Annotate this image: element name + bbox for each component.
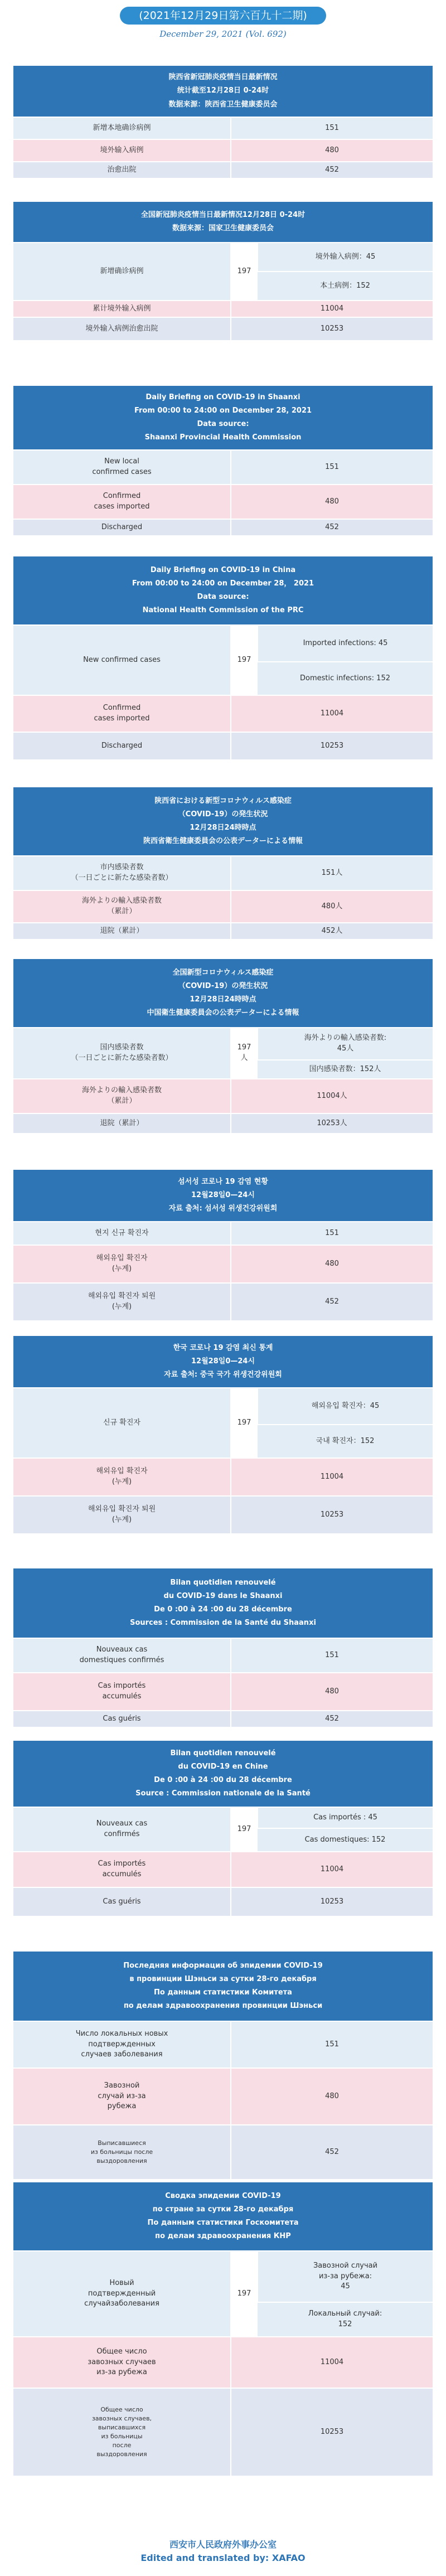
issue-title-banner: (2021年12月29日第六百九十二期) [120,7,326,25]
new-cases-label: 新增确诊病例 [13,243,231,301]
row-value: 151 [231,450,433,485]
row-value: 10253 [231,732,433,759]
row-value: 151 [231,1638,433,1673]
ru-shaanxi-heading: Последняя информация об эпидемии COVID-19 в провинции Шэньси за сутки 28-го декабря По данным статистики Комитета по делам здравоохранения провинции Шэньси [13,1952,433,2021]
cn-china-heading: 全国新冠肺炎疫情当日最新情况12月28日 0-24时 数据来源：国家卫生健康委员会 [13,202,433,243]
cn-shaanxi-heading: 陕西省新冠肺炎疫情当日最新情况 统计截至12月28日 0-24时 数据来源：陕西省卫生健康委员会 [13,66,433,117]
row-value: 480 [231,2068,433,2125]
ko-china-table [13,1336,433,1533]
row-label: Discharged [13,732,231,759]
row-label: 市内感染者数 （一日ごとに新たな感染者数） [13,856,231,890]
cn-shaanxi-table [13,66,433,178]
row-label: 海外よりの輸入感染者数 （累計） [13,1079,231,1113]
row-value: 452 [231,162,433,178]
row-label: 해외유입 확진자 퇴원 (누계) [13,1496,231,1533]
fr-china-table [13,1741,433,1916]
footer-credit: Edited and translated by: XAFAO [140,2553,306,2563]
ko-shaanxi-table [13,1170,433,1320]
row-label: 境外输入病例治愈出院 [13,317,231,340]
row-label: 退院（累計） [13,1113,231,1133]
new-cases-label: Новый подтвержденный случайзаболевания [13,2251,231,2337]
row-label: 退院（累計） [13,923,231,939]
row-label: Nouveaux cas domestiques confirmés [13,1638,231,1673]
row-label: 해외유입 확진자 (누계) [13,1458,231,1496]
ko-shaanxi-heading: 섬서성 코로나 19 감염 현황 12월28일0—24시 자료 출처: 섬서성 위생건강위원회 [13,1170,433,1222]
imported-cases: 境外输入病例：45 [258,243,433,272]
imported-cases: Завозной случай из-за рубежа: 45 [258,2251,433,2302]
domestic-cases: Cas domestiques: 152 [258,1828,433,1852]
domestic-cases: Локальный случай: 152 [258,2302,433,2337]
row-value: 10253人 [231,1113,433,1133]
row-label: Cas importés accumulés [13,1673,231,1711]
fr-shaanxi-table [13,1568,433,1727]
row-value: 11004 [231,301,433,317]
row-value: 151人 [231,856,433,890]
row-value: 151 [231,2021,433,2068]
row-value: 480 [231,139,433,162]
row-value: 452 [231,1711,433,1727]
row-value: 11004 [231,1458,433,1496]
ja-china-heading: 全国新型コロナウィルス感染症 （COVID-19）の発生状況 12月28日24時時点 中国衛生健康委員会の公表データーによる情報 [13,959,433,1028]
row-label: Общее число завозных случаев, выписавшихся из больницы после выздоровления [13,2388,231,2476]
ja-china-table [13,959,433,1133]
en-shaanxi-table [13,386,433,535]
row-label: 新增本地确诊病例 [13,117,231,139]
new-cases-total: 197 [231,243,258,301]
footer [0,2538,446,2565]
row-value: 480 [231,1673,433,1711]
row-value: 480人 [231,890,433,923]
en-china-heading: Daily Briefing on COVID-19 in China From 00:00 to 24:00 on December 28， 2021 Data source: National Health Commission of the PRC [13,556,433,625]
row-value: 10253 [231,317,433,340]
row-label: 海外よりの輸入感染者数 （累計） [13,890,231,923]
row-label: 해외유입 확진자 (누계) [13,1245,231,1283]
row-value: 151 [231,1222,433,1245]
row-label: 累计境外输入病例 [13,301,231,317]
row-value: 10253 [231,1887,433,1916]
row-value: 10253 [231,1496,433,1533]
ru-china-heading: Сводка эпидемии COVID-19 по стране за сутки 28-го декабря По данным статистики Госкомитета по делам здравоохранения КНР [13,2182,433,2251]
row-label: Confirmed cases imported [13,695,231,732]
row-value: 452 [231,1283,433,1320]
imported-cases: Imported infections: 45 [258,625,433,662]
row-label: 해외유입 확진자 퇴원 (누계) [13,1283,231,1320]
row-value: 151 [231,117,433,139]
row-label: Confirmed cases imported [13,485,231,519]
imported-cases: Cas importés : 45 [258,1807,433,1828]
fr-shaanxi-heading: Bilan quotidien renouvelé du COVID-19 dans le Shaanxi De 0 :00 à 24 :00 du 28 décembre Sources : Commission de la Santé du Shaanxi [13,1568,433,1638]
domestic-cases: 국내 확진자：152 [258,1425,433,1458]
row-value: 480 [231,1245,433,1283]
new-cases-total: 197 [231,1807,258,1852]
ru-china-table [13,2182,433,2476]
domestic-cases: Domestic infections: 152 [258,662,433,695]
en-china-table [13,556,433,759]
ja-shaanxi-table [13,787,433,939]
row-label: Cas guéris [13,1711,231,1727]
imported-cases: 海外よりの輸入感染者数: 45人 [258,1028,433,1060]
row-label: Discharged [13,519,231,535]
domestic-cases: 国内感染者数：152人 [258,1060,433,1079]
imported-cases: 해외유입 확진자：45 [258,1388,433,1425]
row-label: 境外输入病例 [13,139,231,162]
new-cases-total: 197 [231,1388,258,1458]
row-label: Завозной случай из-за рубежа [13,2068,231,2125]
row-value: 452 [231,519,433,535]
new-cases-label: 国内感染者数 （一日ごとに新たな感染者数） [13,1028,231,1079]
ja-shaanxi-heading: 陕西省における新型コロナウィルス感染症 （COVID-19）の発生状況 12月28日24時時点 陕西省衛生健康委員会の公表データーによる情報 [13,787,433,856]
row-label: Cas guéris [13,1887,231,1916]
new-cases-total: 197人 [231,1028,258,1079]
row-value: 452人 [231,923,433,939]
new-cases-total: 197 [231,2251,258,2337]
row-value: 11004 [231,695,433,732]
fr-china-heading: Bilan quotidien renouvelé du COVID-19 en Chine De 0 :00 à 24 :00 du 28 décembre Source : Commission nationale de la Santé [13,1741,433,1807]
domestic-cases: 本土病例：152 [258,272,433,301]
row-value: 11004 [231,1852,433,1887]
en-shaanxi-heading: Daily Briefing on COVID-19 in Shaanxi From 00:00 to 24:00 on December 28, 2021 Data source: Shaanxi Provincial Health Commission [13,386,433,450]
new-cases-total: 197 [231,625,258,695]
footer-office: 西安市人民政府外事办公室 [169,2539,277,2550]
new-cases-label: 신규 확진자 [13,1388,231,1458]
cn-china-table [13,202,433,340]
ko-china-heading: 한국 코로나 19 감염 최신 통계 12월28일0—24시 자료 출처: 중국 국가 위생건강위원회 [13,1336,433,1388]
row-label: 현지 신규 확진자 [13,1222,231,1245]
new-cases-label: New confirmed cases [13,625,231,695]
new-cases-label: Nouveaux cas confirmés [13,1807,231,1852]
row-value: 480 [231,485,433,519]
row-value: 452 [231,2125,433,2179]
row-value: 11004 [231,2337,433,2388]
issue-date: December 29, 2021 (Vol. 692) [159,29,287,39]
row-value: 11004人 [231,1079,433,1113]
row-label: Общее число завозных случаев из-за рубежа [13,2337,231,2388]
row-label: New local confirmed cases [13,450,231,485]
row-label: Число локальных новых подтвержденных случаев заболевания [13,2021,231,2068]
row-label: Выписавшиеся из больницы после выздоровления [13,2125,231,2179]
row-value: 10253 [231,2388,433,2476]
row-label: Cas importés accumulés [13,1852,231,1887]
row-label: 治愈出院 [13,162,231,178]
ru-shaanxi-table [13,1952,433,2179]
